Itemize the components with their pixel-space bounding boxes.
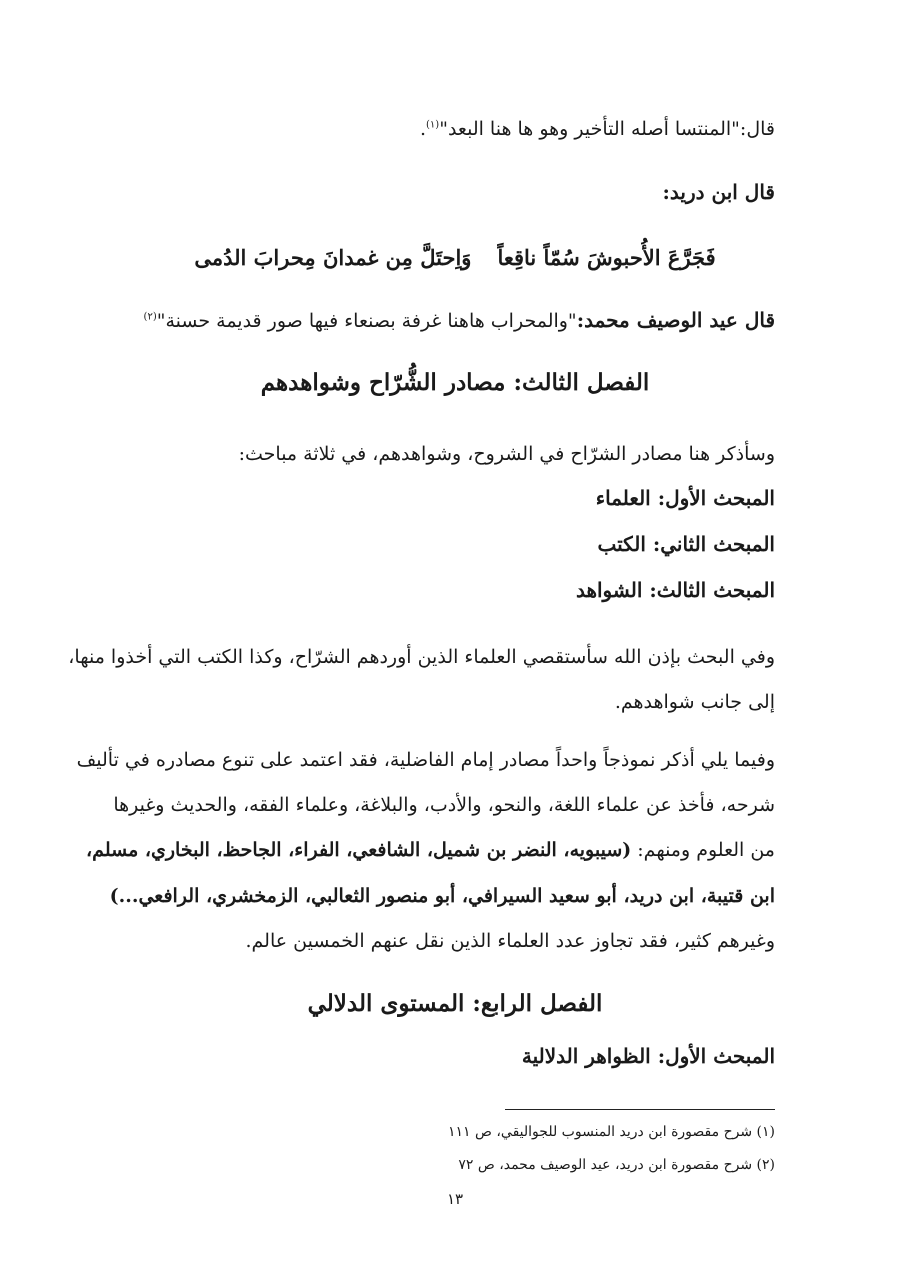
section-item-2: المبحث الثاني: الكتب <box>597 532 775 556</box>
chapter-3-title: الفصل الثالث: مصادر الشُّرّاح وشواهدهم <box>260 369 650 396</box>
quote-speaker: قال عيد الوصيف محمد: <box>576 308 775 332</box>
section-item-1: المبحث الأول: العلماء <box>595 486 775 510</box>
speaker-ibn-durayd: قال ابن دريد: <box>662 180 775 204</box>
footnote-ref-1[interactable]: (١) <box>426 119 440 131</box>
scholars-list-part-1: (سيبويه، النضر بن شميل، الشافعي، الفراء، الجاحظ، البخاري، مسلم، <box>86 839 632 861</box>
footnote-separator <box>505 1109 775 1110</box>
page-number: ١٣ <box>446 1190 464 1208</box>
poetry-verse <box>135 244 775 272</box>
paragraph-2-line-1: وفيما يلي أذكر نموذجاً واحداً مصادر إمام الفاضلية، فقد اعتمد على تنوع مصادره في تأليف <box>76 749 775 771</box>
quote-line-2: قال عيد الوصيف محمد:"والمحراب هاهنا غرفة بصنعاء فيها صور قديمة حسنة"$^{(٢)}$ <box>143 308 775 332</box>
footnote-1: (١) شرح مقصورة ابن دريد المنسوب للجواليقي، ص ١١١ <box>448 1124 775 1140</box>
scholars-list-part-2: ابن قتيبة، ابن دريد، أبو سعيد السيرافي، أبو منصور الثعالبي، الزمخشري، الرافعي...) <box>109 885 775 907</box>
paragraph-1-line-1: وفي البحث بإذن الله سأستقصي العلماء الذين أوردهم الشرّاح، وكذا الكتب التي أخذوا منها، <box>68 646 775 668</box>
footnote-ref-2[interactable]: (٢) <box>143 311 157 323</box>
intro-text: وسأذكر هنا مصادر الشرّاح في الشروح، وشواهدهم، في ثلاثة مباحث: <box>238 443 775 465</box>
paragraph-2-line-3: من العلوم ومنهم: (سيبويه، النضر بن شميل، الشافعي، الفراء، الجاحظ، البخاري، مسلم، <box>86 839 775 861</box>
paragraph-2-line-5: وغيرهم كثير، فقد تجاوز عدد العلماء الذين نقل عنهم الخمسين عالم. <box>245 930 775 952</box>
paragraph-1-line-2: إلى جانب شواهدهم. <box>614 691 775 713</box>
chapter-4-title: الفصل الرابع: المستوى الدلالي <box>307 990 603 1017</box>
section-item-3: المبحث الثالث: الشواهد <box>575 578 775 602</box>
verse-hemistich-1: فَجَرَّعَ الأُحبوشَ سُمّاً ناقِعاً <box>497 245 716 270</box>
verse-hemistich-2: وَاِحتَلَّ مِن غمدانَ مِحرابَ الدُمى <box>194 245 472 270</box>
quote-line-1: قال:"المنتسا أصله التأخير وهو ها هنا البعد"$^{(١)}$. <box>419 118 775 140</box>
paragraph-2-line-2: شرحه، فأخذ عن علماء اللغة، والنحو، والأدب، والبلاغة، وعلماء الفقه، والحديث وغيرها <box>113 794 775 816</box>
footnote-2: (٢) شرح مقصورة ابن دريد، عيد الوصيف محمد، ص ٧٢ <box>458 1157 775 1173</box>
chapter-4-section-1: المبحث الأول: الظواهر الدلالية <box>521 1044 775 1068</box>
